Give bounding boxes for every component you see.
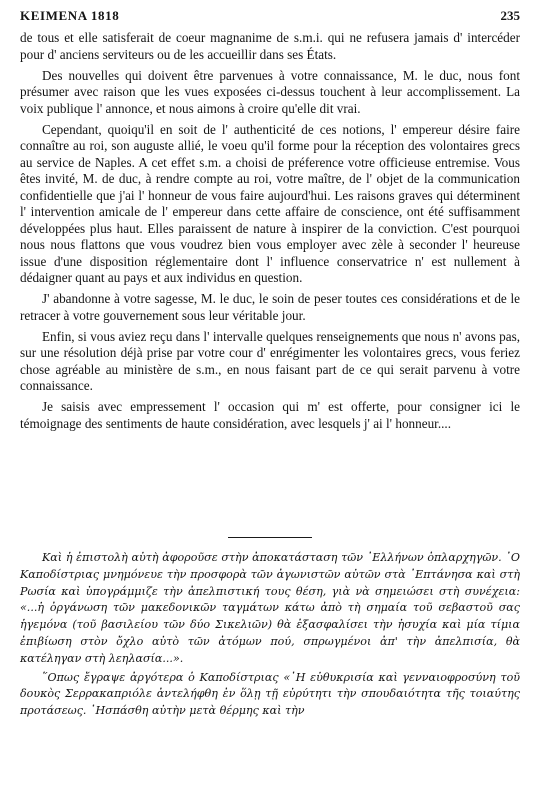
french-paragraph: de tous et elle satisferait de coeur magnanime de s.m.i. qui ne refusera jamais d' intercéder pour d' anciens serviteurs ou de les accueillir dans ses États. [20, 30, 520, 62]
french-paragraph: Enfin, si vous aviez reçu dans l' intervalle quelques renseignements que nous n' avons pas, sur une résolution déjà prise par votre cour d' enrégimenter les volontaires grecs, vous feriez chose agréable au ministère de s.m., en nous faisant part de ce qui serait parvenu à votre connaissance. [20, 328, 520, 393]
page-number: 235 [500, 8, 520, 23]
section-divider [228, 537, 312, 538]
french-paragraph: Je saisis avec empressement l' occasion qui m' est offerte, pour consigner ici le témoignage des sentiments de haute considération, avec lesquels j' ai l' honneur.... [20, 399, 520, 431]
page-header [20, 8, 520, 26]
french-paragraph: J' abandonne à votre sagesse, M. le duc, le soin de peser toutes ces considérations et de le retracer à votre gouvernement sous leur véritable jour. [20, 291, 520, 323]
french-letter-text [20, 30, 520, 437]
greek-commentary-text [20, 550, 520, 722]
running-title: ΚΕΙΜΕΝΑ 1818 [20, 8, 120, 23]
french-paragraph: Cependant, quoiqu'il en soit de l' authenticité de ces notions, l' empereur désire faire connaître au roi, son auguste allié, le voeu qu'il forme pour la réception des volontaires grecs au service de Naples. A cet effet s.m. a choisi de préference votre officieuse entremise. Vous êtes invité, M. de duc, à rendre compte au roi, votre maître, de l' objet de la communication confidentielle que j'ai l' honneur de vous faire aujourd'hui. Les raisons graves qui déterminent l' intervention amicale de l' empereur dans cette affaire de conscience, ont été suffisamment développées plus haut. Elles paraissent de nature à inspirer de la conviction. C'est pourquoi nous nous flattons que vous voudrez bien vous employer avec zèle à seconder l' heureuse issue d'une disposition réglementaire dont l' influence conservatrice n' est nullement à dédaigner quant au pays et aux individus en question. [20, 121, 520, 285]
greek-paragraph: Καὶ ἡ ἐπιστολὴ αὐτὴ ἀφοροῦσε στὴν ἀποκατάσταση τῶν ᾿Ελλήνων ὁπλαρχηγῶν. ᾿Ο Καποδίστριας μνημόνευε τὴν προσφορὰ τῶν ἀγωνιστῶν αὐτῶν στὰ ᾿Επτάνησα καὶ στὴ Ρωσία καὶ ὑπογράμμιζε τὴν ἀπελπιστική τους θέση, γιὰ νὰ σημειώσει στὴ συνέχεια: «...ἡ ὀργάνωση τῶν μακεδονικῶν ταγμάτων κάτω ἀπὸ τὴ σημαία τοῦ σεβαστοῦ σας ἡγεμόνα (τοῦ βασιλείου τῶν δύο Σικελιῶν) θὰ ἐξασφαλίσει τὴν ἡσυχία καὶ μία τίμια ἐπιβίωση στὸν ὄχλο αὐτὸ τῶν ἀτόμων πού, σπρωγμένοι ἀπ' τὴν ἀπελπισία, θὰ κατέληγαν στὴ λεηλασία...». [20, 551, 520, 665]
greek-paragraph: ῞Οπως ἔγραψε ἀργότερα ὁ Καποδίστριας «῾Η εὐθυκρισία καὶ γενναιοφροσύνη τοῦ δουκὸς Σερρακαπριόλε ἀντελήφθη ἐν ὅλῃ τῇ εὐρύτητι τὴν σπουδαιότητα τῆς τοιαύτης προτάσεως. ῾Ησπάσθη αὐτὴν μετὰ θέρμης καὶ τὴν [20, 670, 520, 718]
french-paragraph: Des nouvelles qui doivent être parvenues à votre connaissance, M. le duc, nous font présumer avec raison que les vues exposées ci-dessus touchent à leur accomplissement. La voix publique l' annonce, et nous aimons à croire qu'elle dit vrai. [20, 67, 520, 116]
